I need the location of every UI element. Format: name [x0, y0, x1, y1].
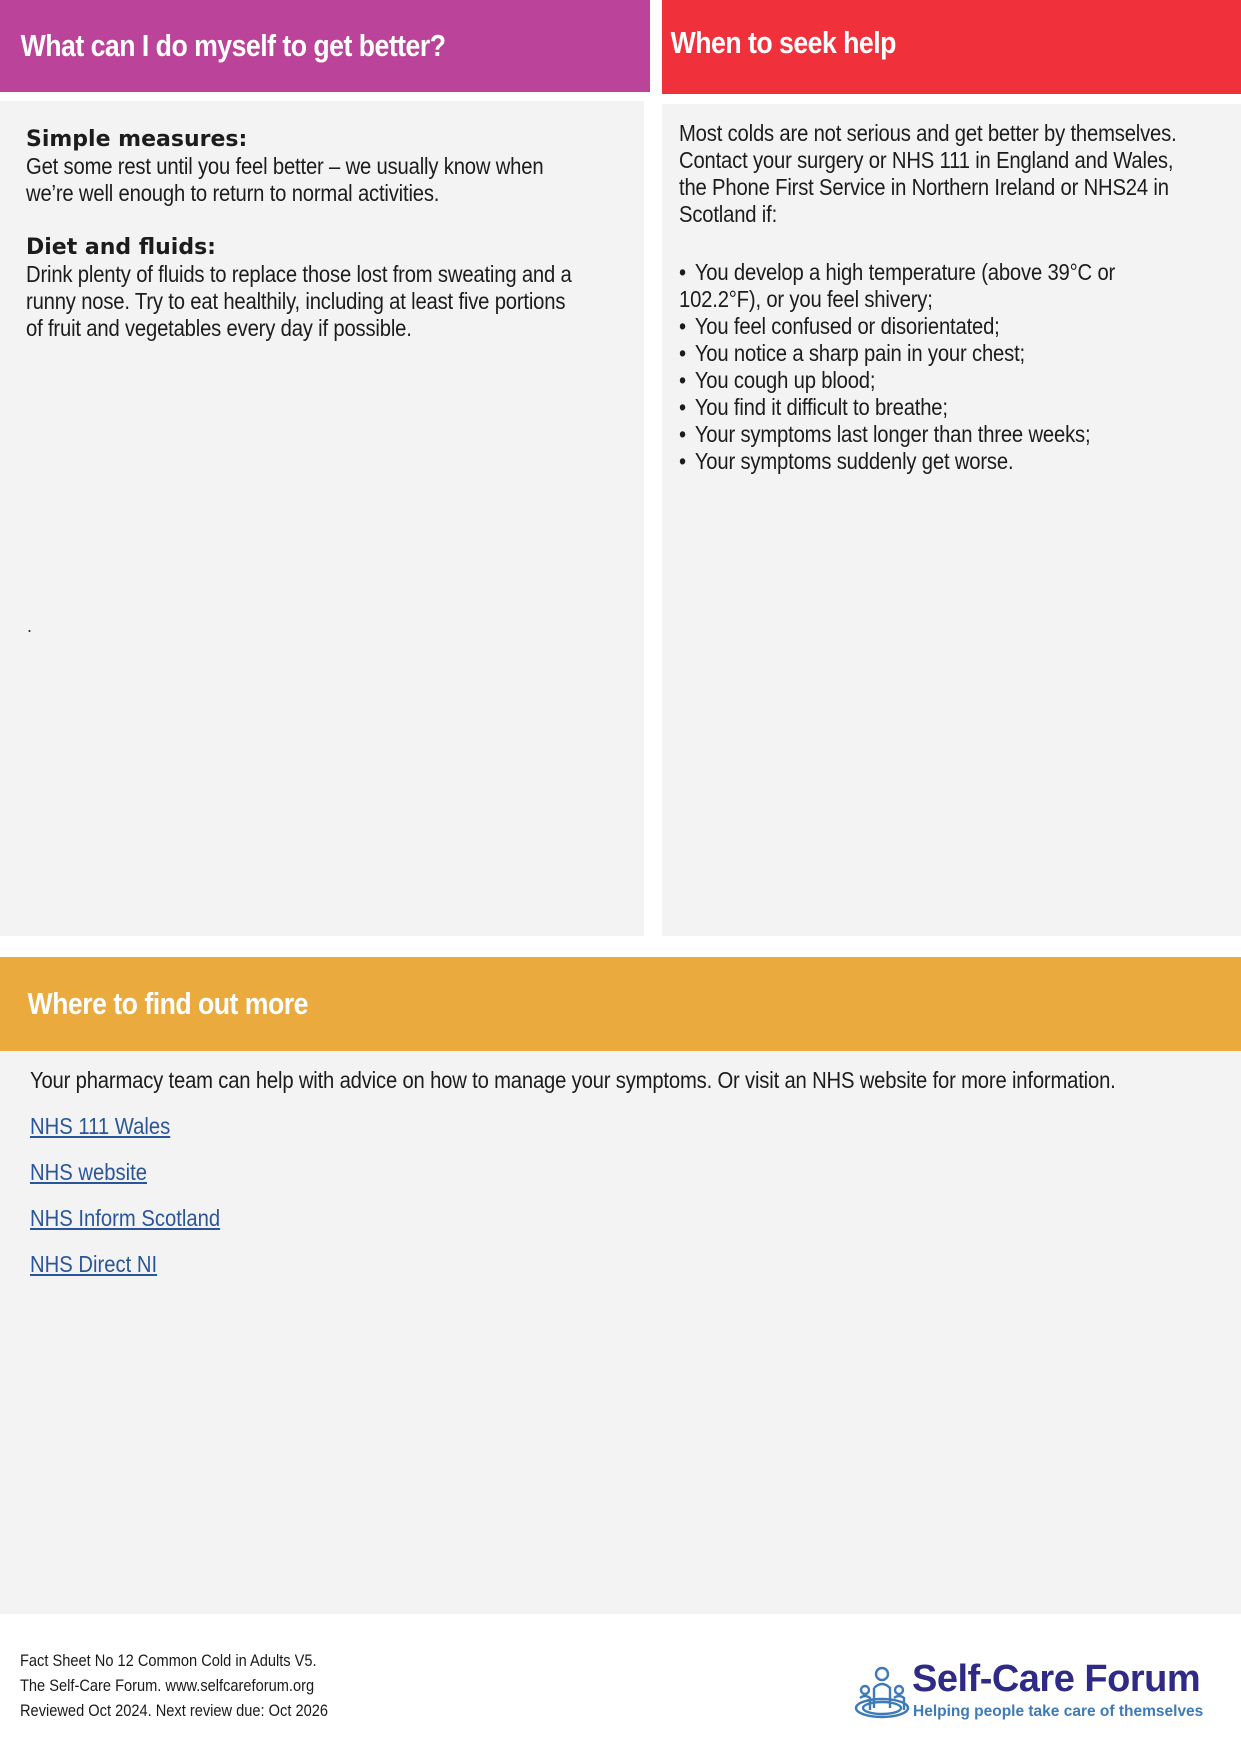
seek-help-content	[679, 120, 1241, 475]
list-item: • Your symptoms last longer than three weeks;	[679, 421, 1091, 447]
people-circle-icon	[852, 1664, 912, 1726]
fact-sheet-line: Fact Sheet No 12 Common Cold in Adults V5.	[20, 1651, 317, 1670]
stray-dot: .	[27, 616, 33, 636]
simple-measures-title: Simple measures:	[26, 127, 248, 152]
link-nhs-direct-ni[interactable]: NHS Direct NI	[30, 1251, 158, 1277]
diet-text: Drink plenty of fluids to replace those lost from sweating and a runny nose. Try to eat healthily, including at least five portions of fruit and vegetables every day if possible.	[26, 261, 572, 341]
list-item: 102.2°F), or you feel shivery;	[679, 286, 933, 312]
find-out-more-panel	[0, 1051, 1241, 1614]
self-care-header	[0, 0, 650, 92]
list-item: • You develop a high temperature (above 39°C or	[679, 259, 1116, 285]
self-care-heading: What can I do myself to get better?	[20, 28, 446, 63]
find-out-more-header	[0, 957, 1241, 1051]
diet-title: Diet and fluids:	[26, 235, 216, 260]
self-care-content	[26, 126, 666, 342]
link-nhs-111-wales[interactable]: NHS 111 Wales	[30, 1113, 171, 1139]
list-item: • You notice a sharp pain in your chest;	[679, 340, 1025, 366]
find-out-more-intro: Your pharmacy team can help with advice on how to manage your symptoms. Or visit an NHS website for more information.	[30, 1067, 1116, 1093]
review-line: Reviewed Oct 2024. Next review due: Oct 2026	[20, 1701, 329, 1720]
warning-signs-list	[679, 259, 1225, 475]
list-item: • You feel confused or disorientated;	[679, 313, 1000, 339]
seek-help-header	[662, 0, 1241, 94]
link-nhs-website[interactable]: NHS website	[30, 1159, 147, 1185]
list-item: • Your symptoms suddenly get worse.	[679, 448, 1014, 474]
logo-tagline: Helping people take care of themselves	[913, 1703, 1204, 1720]
link-nhs-inform-scotland[interactable]: NHS Inform Scotland	[30, 1205, 221, 1231]
forum-line: The Self-Care Forum. www.selfcareforum.org	[20, 1676, 315, 1695]
list-item: • You find it difficult to breathe;	[679, 394, 948, 420]
simple-measures-text: Get some rest until you feel better – we usually know when we’re well enough to return to normal activities.	[26, 153, 544, 206]
self-care-forum-logo	[852, 1660, 1232, 1728]
seek-help-heading: When to seek help	[670, 25, 896, 60]
footer-info	[20, 1648, 328, 1723]
list-item: • You cough up blood;	[679, 367, 876, 393]
logo-title: Self-Care Forum	[912, 1658, 1201, 1700]
find-out-more-heading: Where to find out more	[27, 986, 308, 1021]
seek-help-intro: Most colds are not serious and get better by themselves. Contact your surgery or NHS 111 in England and Wales, the Phone First Service in Northern Ireland or NHS24 in Scotland if:	[679, 120, 1177, 227]
